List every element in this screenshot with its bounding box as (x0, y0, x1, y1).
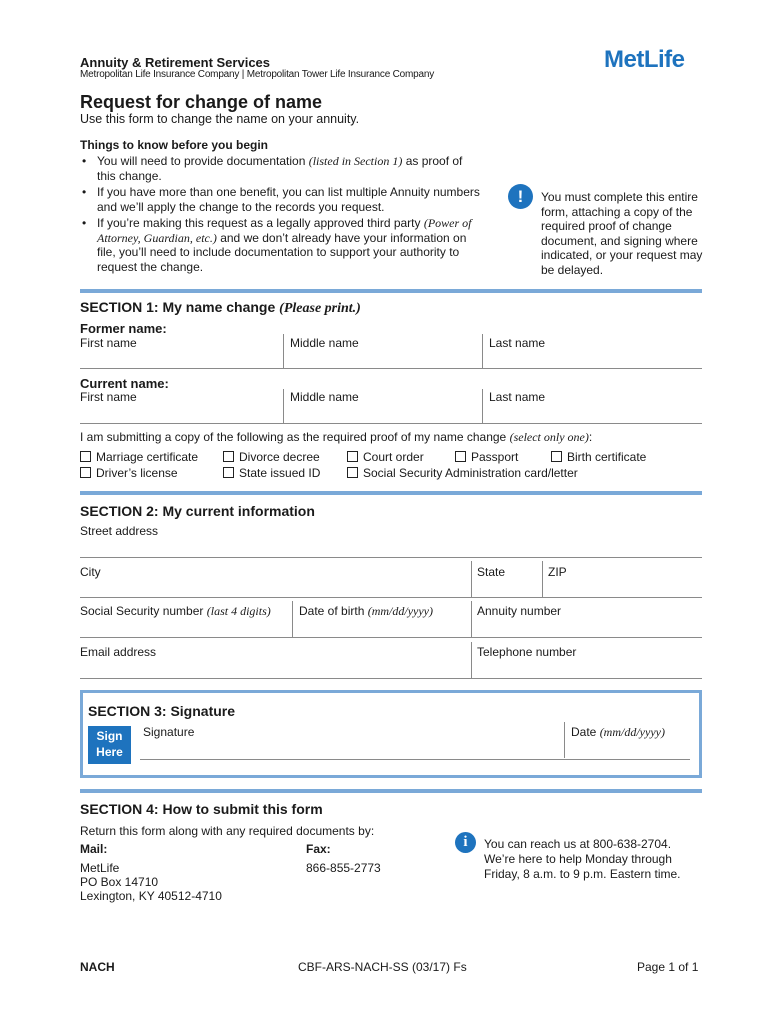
fax-number: 866-855-2773 (306, 861, 381, 875)
contact-info-line: We’re here to help Monday through (484, 852, 672, 866)
telephone-label: Telephone number (477, 645, 577, 659)
signature-field[interactable] (140, 759, 690, 760)
exclamation-icon: ! (508, 184, 533, 209)
field-divider (482, 389, 483, 423)
things-list (80, 154, 480, 276)
proof-instruction: I am submitting a copy of the following as the required proof of my name change (select only one): (80, 430, 593, 444)
section-divider (80, 289, 702, 293)
field-divider (471, 561, 472, 597)
list-item: • If you have more than one benefit, you can list multiple Annuity numbers and we’ll apply the change to the records you request. (80, 185, 480, 214)
mail-address-line: Lexington, KY 40512-4710 (80, 889, 222, 903)
checkbox-icon (455, 451, 466, 462)
section4-title: SECTION 4: How to submit this form (80, 801, 323, 817)
state-id-checkbox[interactable]: State issued ID (223, 466, 320, 480)
page-title: Request for change of name (80, 92, 323, 112)
department-title: Annuity & Retirement Services (80, 55, 271, 70)
ssn-dob-annuity-field[interactable] (80, 637, 702, 638)
current-name-field[interactable] (80, 423, 702, 424)
checkbox-icon (80, 451, 91, 462)
field-divider (471, 642, 472, 678)
field-divider (482, 334, 483, 368)
city-state-zip-field[interactable] (80, 597, 702, 598)
field-divider (471, 601, 472, 637)
checkbox-icon (347, 467, 358, 478)
things-heading: Things to know before you begin (80, 138, 268, 152)
contact-info-line: You can reach us at 800-638-2704. (484, 837, 672, 851)
section3-title: SECTION 3: Signature (88, 703, 236, 719)
footer-code: NACH (80, 960, 115, 974)
street-address-field[interactable] (80, 557, 702, 558)
city-label: City (80, 565, 101, 579)
current-last-label: Last name (489, 390, 546, 404)
current-name-heading: Current name: (80, 376, 169, 391)
section-divider (80, 789, 702, 793)
mail-address-line: PO Box 14710 (80, 875, 159, 889)
checkbox-icon (223, 451, 234, 462)
sign-here-badge: Sign Here (88, 726, 131, 764)
current-middle-label: Middle name (290, 390, 359, 404)
divorce-decree-checkbox[interactable]: Divorce decree (223, 450, 320, 464)
mail-address-line: MetLife (80, 861, 120, 875)
marriage-certificate-checkbox[interactable]: Marriage certificate (80, 450, 198, 464)
dob-label: Date of birth (mm/dd/yyyy) (299, 604, 433, 618)
form-number: CBF-ARS-NACH-SS (03/17) Fs (298, 960, 467, 974)
field-divider (283, 389, 284, 423)
checkbox-icon (80, 467, 91, 478)
checkbox-icon (551, 451, 562, 462)
mail-label: Mail: (80, 842, 108, 856)
former-first-label: First name (80, 336, 137, 350)
section-divider (80, 491, 702, 495)
annuity-number-label: Annuity number (477, 604, 562, 618)
former-last-label: Last name (489, 336, 546, 350)
email-label: Email address (80, 645, 157, 659)
page-number: Page 1 of 1 (637, 960, 699, 974)
former-middle-label: Middle name (290, 336, 359, 350)
former-name-heading: Former name: (80, 321, 167, 336)
state-label: State (477, 565, 506, 579)
form-intro: Use this form to change the name on your annuity. (80, 112, 360, 126)
signature-label: Signature (143, 725, 195, 739)
contact-info-line: Friday, 8 a.m. to 9 p.m. Eastern time. (484, 867, 681, 881)
email-phone-field[interactable] (80, 678, 702, 679)
drivers-license-checkbox[interactable]: Driver’s license (80, 466, 178, 480)
fax-label: Fax: (306, 842, 331, 856)
list-item: • If you’re making this request as a legally approved third party (Power of Attorney, Guardian, etc.) and we don’t already have your information on file, you’ll need to include documentation to support your authority to request the change. (80, 216, 480, 274)
court-order-checkbox[interactable]: Court order (347, 450, 424, 464)
date-label: Date (mm/dd/yyyy) (571, 725, 665, 739)
zip-label: ZIP (548, 565, 567, 579)
birth-certificate-checkbox[interactable]: Birth certificate (551, 450, 646, 464)
company-names: Metropolitan Life Insurance Company | Metropolitan Tower Life Insurance Company (80, 69, 435, 80)
passport-checkbox[interactable]: Passport (455, 450, 518, 464)
field-divider (564, 722, 565, 758)
submit-instruction: Return this form along with any required documents by: (80, 824, 375, 838)
section2-title: SECTION 2: My current information (80, 503, 315, 519)
metlife-logo: MetLife (604, 46, 685, 73)
info-icon: i (455, 832, 476, 853)
checkbox-icon (347, 451, 358, 462)
field-divider (292, 601, 293, 637)
field-divider (283, 334, 284, 368)
alert-text: You must complete this entire form, attaching a copy of the required proof of change document, and signing where indicated, or your request may be delayed. (541, 190, 703, 277)
ssn-label: Social Security number (last 4 digits) (80, 604, 271, 618)
former-name-field[interactable] (80, 368, 702, 369)
field-divider (542, 561, 543, 597)
checkbox-icon (223, 467, 234, 478)
current-first-label: First name (80, 390, 137, 404)
list-item: • You will need to provide documentation (listed in Section 1) as proof of this change. (80, 154, 480, 183)
street-address-label: Street address (80, 524, 159, 538)
section1-title: SECTION 1: My name change (Please print.) (80, 299, 361, 316)
ssa-card-checkbox[interactable]: Social Security Administration card/letter (347, 466, 578, 480)
